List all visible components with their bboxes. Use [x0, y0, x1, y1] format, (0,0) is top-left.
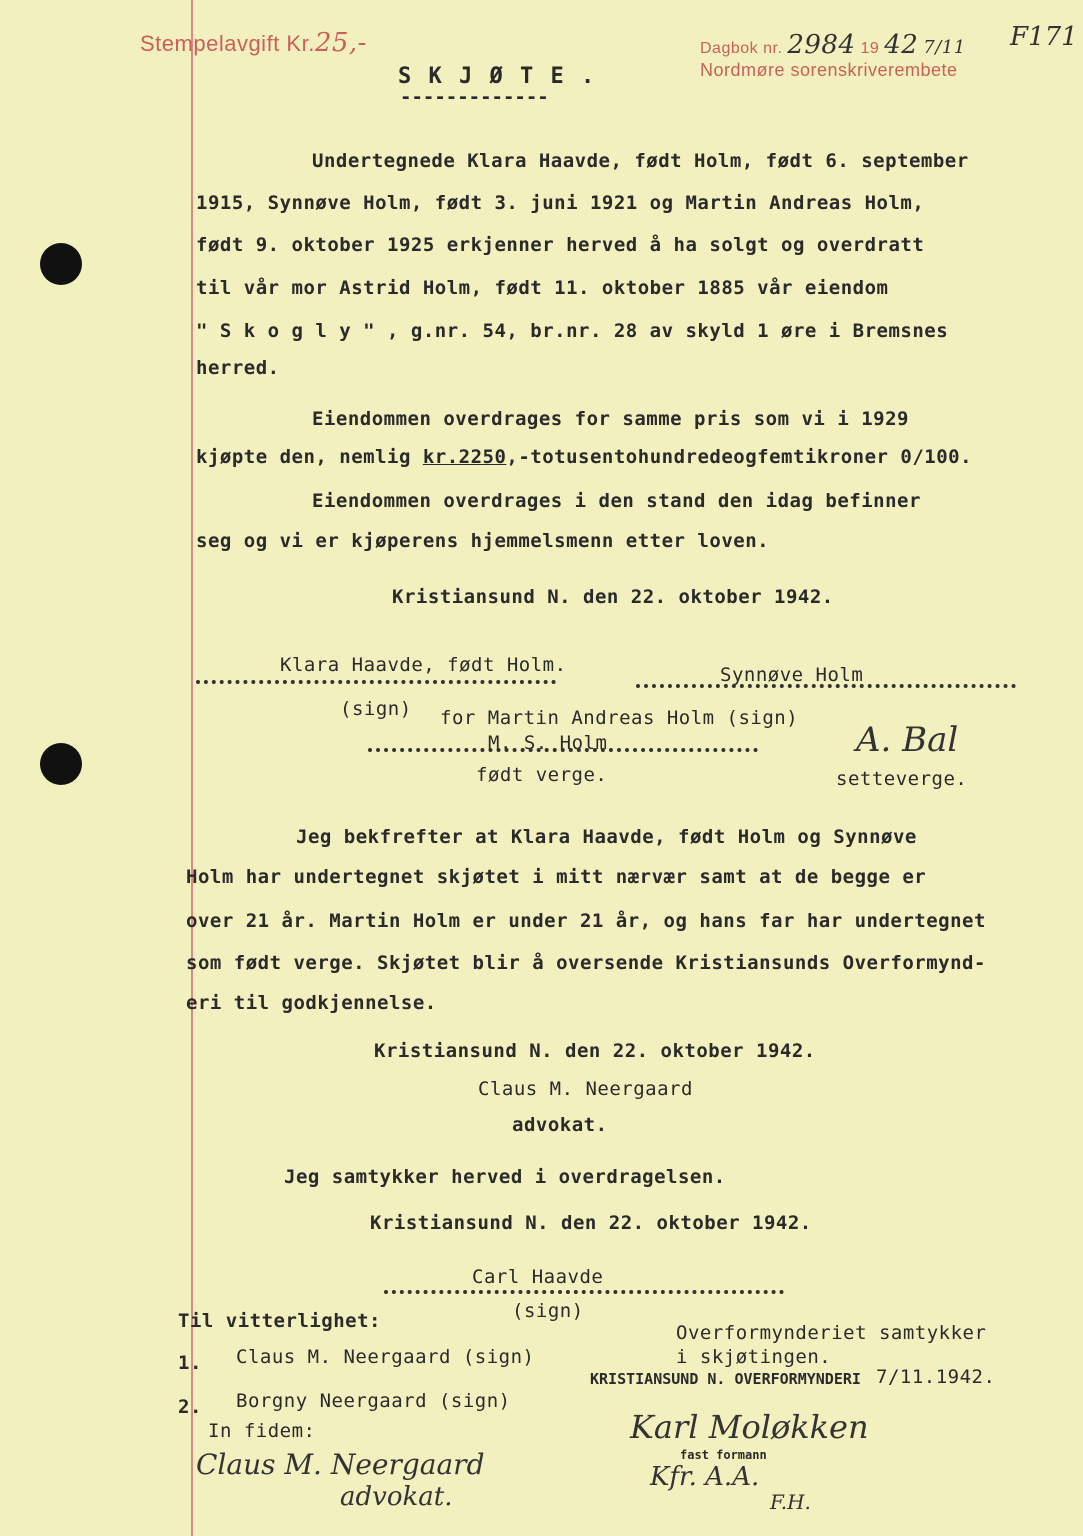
- handwritten-initials: Kfr. A.A.: [650, 1462, 760, 1492]
- confirmation-line: eri til godkjennelse.: [186, 992, 437, 1014]
- sign-note: (sign): [512, 1300, 584, 1322]
- price-amount: kr.2250: [422, 446, 507, 468]
- p1-line: Undertegnede Klara Haavde, født Holm, født 6. september: [312, 150, 969, 172]
- signature-carl: Carl Haavde: [472, 1266, 604, 1288]
- stamp-fee: Stempelavgift Kr.25,-: [140, 28, 367, 58]
- confirmation-line: Holm har undertegnet skjøtet i mitt nærvær samt at de begge er: [186, 866, 927, 888]
- overformynderi-line: Overformynderiet samtykker: [676, 1322, 987, 1344]
- p1-line: herred.: [196, 357, 280, 379]
- p3-line: seg og vi er kjøperens hjemmelsmenn etter loven.: [196, 530, 770, 552]
- dagbok-stamp: Dagbok nr. 2984 19 42 7/11: [700, 30, 966, 60]
- sign-note: (sign): [340, 698, 412, 720]
- witness-name: Borgny Neergaard (sign): [236, 1390, 511, 1412]
- witness-name: Claus M. Neergaard (sign): [236, 1346, 535, 1368]
- punch-hole: [40, 743, 82, 785]
- handwritten-role: advokat.: [340, 1482, 453, 1512]
- consent-line: Jeg samtykker herved i overdragelsen.: [284, 1166, 726, 1188]
- signature-line: [196, 680, 556, 684]
- handwritten-signature: Claus M. Neergaard: [196, 1448, 485, 1481]
- for-martin: for Martin Andreas Holm (sign): [440, 707, 799, 729]
- punch-hole: [40, 243, 82, 285]
- p1-line: til vår mor Astrid Holm, født 11. oktober 1885 vår eiendom: [196, 277, 889, 299]
- signature-line: [636, 684, 1016, 688]
- witness-heading: Til vitterlighet:: [178, 1310, 381, 1332]
- folio-number: F171: [1010, 22, 1078, 52]
- in-fidem: In fidem:: [208, 1420, 316, 1442]
- signature-synnove: Synnøve Holm: [720, 664, 864, 686]
- witness-number: 1.: [178, 1352, 202, 1374]
- setteverge: setteverge.: [836, 768, 968, 790]
- confirmation-line: Jeg bekfrefter at Klara Haavde, født Holm og Synnøve: [296, 826, 917, 848]
- p2-line: kjøpte den, nemlig kr.2250,-totusentohundredeogfemtikroner 0/100.: [196, 446, 973, 468]
- signature-line: [368, 748, 758, 752]
- signature-line: [384, 1290, 784, 1294]
- witness-number: 2.: [178, 1396, 202, 1418]
- p2-line: Eiendommen overdrages for samme pris som vi i 1929: [312, 408, 909, 430]
- signature-ms-holm: M. S. Holm: [488, 732, 608, 754]
- confirmation-line: over 21 år. Martin Holm er under 21 år, og hans far har undertegnet: [186, 910, 986, 932]
- overformynderi-date: 7/11.1942.: [876, 1366, 996, 1388]
- p1-line: født 9. oktober 1925 erkjenner herved å ha solgt og overdratt: [196, 234, 925, 256]
- p1-line: 1915, Synnøve Holm, født 3. juni 1921 og Martin Andreas Holm,: [196, 192, 925, 214]
- bal-signature: A. Bal: [856, 720, 959, 760]
- confirmation-line: som født verge. Skjøtet blir å oversende Kristiansunds Overformynd-: [186, 952, 986, 974]
- document-title: S K J Ø T E .: [398, 64, 597, 89]
- p1-line: " S k o g l y " , g.nr. 54, br.nr. 28 av skyld 1 øre i Bremsnes: [196, 320, 949, 342]
- lawyer-name: Claus M. Neergaard: [478, 1078, 693, 1100]
- fodt-verge: født verge.: [476, 764, 608, 786]
- handwritten-signature: Karl Moløkken: [630, 1408, 869, 1446]
- place-date: Kristiansund N. den 22. oktober 1942.: [392, 586, 834, 608]
- handwritten-initials: F.H.: [770, 1490, 811, 1514]
- lawyer-role: advokat.: [512, 1114, 608, 1136]
- office-stamp: Nordmøre sorenskriverembete: [700, 60, 958, 80]
- signature-klara: Klara Haavde, født Holm.: [280, 654, 567, 676]
- margin-rule: [191, 0, 193, 1536]
- overformynderi-line: i skjøtingen.: [676, 1346, 832, 1368]
- title-rule: -------------: [400, 86, 549, 108]
- p3-line: Eiendommen overdrages i den stand den idag befinner: [312, 490, 921, 512]
- overformynderi-stamp: KRISTIANSUND N. OVERFORMYNDERI: [590, 1370, 861, 1388]
- place-date: Kristiansund N. den 22. oktober 1942.: [374, 1040, 816, 1062]
- place-date: Kristiansund N. den 22. oktober 1942.: [370, 1212, 812, 1234]
- fast-formann: fast formann: [680, 1448, 767, 1462]
